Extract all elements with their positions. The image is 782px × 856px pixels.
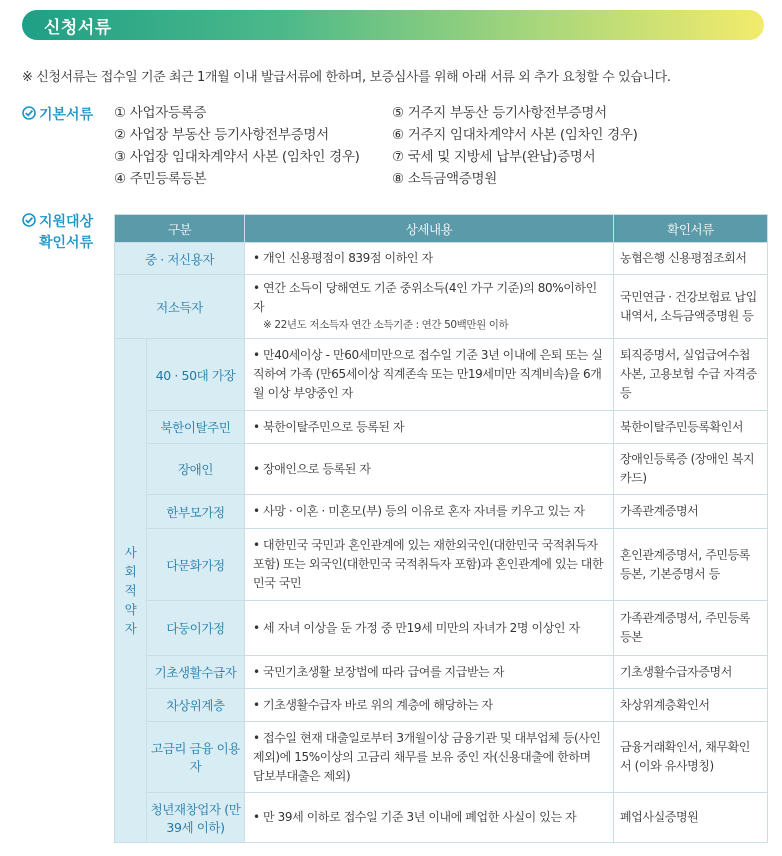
header-category: 구분 <box>115 215 245 243</box>
row-detail: • 기초생활수급자 바로 위의 계층에 해당하는 자 <box>245 689 614 722</box>
row-category: 저소득자 <box>115 275 245 339</box>
row-detail: • 세 자녀 이상을 둔 가정 중 만19세 미만의 자녀가 2명 이상인 자 <box>245 601 614 656</box>
check-circle-icon <box>22 106 36 120</box>
row-note: ※ 22년도 저소득자 연간 소득기준 : 연간 50백만원 이하 <box>263 319 509 331</box>
table-row <box>115 411 768 444</box>
section-title: 신청서류 <box>44 18 112 38</box>
row-detail: • 만 39세 이하로 접수일 기준 3년 이내에 폐업한 사실이 있는 자 <box>245 793 614 843</box>
table-row <box>115 275 768 339</box>
support-docs-label: 지원대상 확인서류 <box>22 212 93 254</box>
row-docs: 가족관계증명서, 주민등록등본 <box>614 601 768 656</box>
group-label-social-vulnerable: 사 회 적 약 자 <box>115 339 147 843</box>
basic-doc-item: ② 사업장 부동산 등기사항전부증명서 <box>114 127 329 143</box>
row-detail: • 만40세이상 - 만60세미만으로 접수일 기준 3년 이내에 은퇴 또는 실직하여 가족 (만65세이상 직계존속 또는 만19세미만 직계비속)을 6개월 이상 부양중인 자 <box>245 339 614 411</box>
row-docs: 혼인관계증명서, 주민등록등본, 기본증명서 등 <box>614 529 768 601</box>
basic-doc-item: ① 사업자등록증 <box>114 105 207 121</box>
row-docs: 차상위계층확인서 <box>614 689 768 722</box>
section-banner <box>22 10 764 40</box>
row-docs: 가족관계증명서 <box>614 495 768 529</box>
basic-doc-item: ⑥ 거주지 임대차계약서 사본 (임차인 경우) <box>392 127 638 143</box>
row-docs: 국민연금 · 건강보험료 납입내역서, 소득금액증명원 등 <box>614 275 768 339</box>
table-row <box>115 656 768 689</box>
row-detail: • 연간 소득이 당해연도 기준 중위소득(4인 가구 기준)의 80%이하인 자 ※ 22년도 저소득자 연간 소득기준 : 연간 50백만원 이하 <box>245 275 614 339</box>
header-docs: 확인서류 <box>614 215 768 243</box>
table-row <box>115 793 768 843</box>
basic-doc-item: ⑧ 소득금액증명원 <box>392 171 497 187</box>
row-category: 북한이탈주민 <box>147 411 245 444</box>
row-category: 중 · 저신용자 <box>115 243 245 275</box>
row-docs: 북한이탈주민등록확인서 <box>614 411 768 444</box>
table-row <box>115 689 768 722</box>
table-header-row <box>115 215 768 243</box>
table-row <box>115 722 768 793</box>
row-detail: • 접수일 현재 대출일로부터 3개월이상 금융기관 및 대부업체 등(사인 제외)에 15%이상의 고금리 채무를 보유 중인 자(신용대출에 한하며 담보부대출은 제외) <box>245 722 614 793</box>
row-category: 차상위계층 <box>147 689 245 722</box>
row-detail: • 개인 신용평점이 839점 이하인 자 <box>245 243 614 275</box>
row-detail: • 장애인으로 등록된 자 <box>245 444 614 495</box>
table-row <box>115 444 768 495</box>
row-docs: 퇴직증명서, 실업급여수첩사본, 고용보험 수급 자격증 등 <box>614 339 768 411</box>
check-circle-icon <box>22 213 36 227</box>
row-detail: • 사망 · 이혼 · 미혼모(부) 등의 이유로 혼자 자녀를 키우고 있는 자 <box>245 495 614 529</box>
basic-doc-item: ⑦ 국세 및 지방세 납부(완납)증명서 <box>392 149 596 165</box>
basic-doc-item: ⑤ 거주지 부동산 등기사항전부증명서 <box>392 105 607 121</box>
row-docs: 금융거래확인서, 채무확인서 (이와 유사명칭) <box>614 722 768 793</box>
table-row <box>115 601 768 656</box>
row-category: 40 · 50대 가장 <box>147 339 245 411</box>
basic-docs-label: 기본서류 <box>22 104 93 124</box>
row-category: 장애인 <box>147 444 245 495</box>
notice-text: ※ 신청서류는 접수일 기준 최근 1개월 이내 발급서류에 한하며, 보증심사를 위해 아래 서류 외 추가 요청할 수 있습니다. <box>22 70 671 85</box>
basic-doc-item: ③ 사업장 임대차계약서 사본 (임차인 경우) <box>114 149 360 165</box>
row-docs: 농협은행 신용평점조회서 <box>614 243 768 275</box>
row-category: 다문화가정 <box>147 529 245 601</box>
basic-docs-left <box>114 102 360 190</box>
row-detail: • 대한민국 국민과 혼인관계에 있는 재한외국인(대한민국 국적취득자 포함) 또는 외국인(대한민국 국적취득자 포함)과 혼인관계에 있는 대한민국 국민 <box>245 529 614 601</box>
row-category: 기초생활수급자 <box>147 656 245 689</box>
row-category: 고금리 금융 이용자 <box>147 722 245 793</box>
basic-docs-right <box>392 102 638 190</box>
table-row <box>115 243 768 275</box>
row-category: 청년재창업자 (만39세 이하) <box>147 793 245 843</box>
header-detail: 상세내용 <box>245 215 614 243</box>
table-row <box>115 495 768 529</box>
table-row <box>115 339 768 411</box>
basic-doc-item: ④ 주민등록등본 <box>114 171 207 187</box>
row-docs: 기초생활수급자증명서 <box>614 656 768 689</box>
row-detail: • 국민기초생활 보장법에 따라 급여를 지급받는 자 <box>245 656 614 689</box>
row-category: 다둥이가정 <box>147 601 245 656</box>
row-docs: 장애인등록증 (장애인 복지카드) <box>614 444 768 495</box>
table-row <box>115 529 768 601</box>
row-detail: • 북한이탈주민으로 등록된 자 <box>245 411 614 444</box>
row-category: 한부모가정 <box>147 495 245 529</box>
row-docs: 폐업사실증명원 <box>614 793 768 843</box>
support-docs-table <box>114 214 768 843</box>
